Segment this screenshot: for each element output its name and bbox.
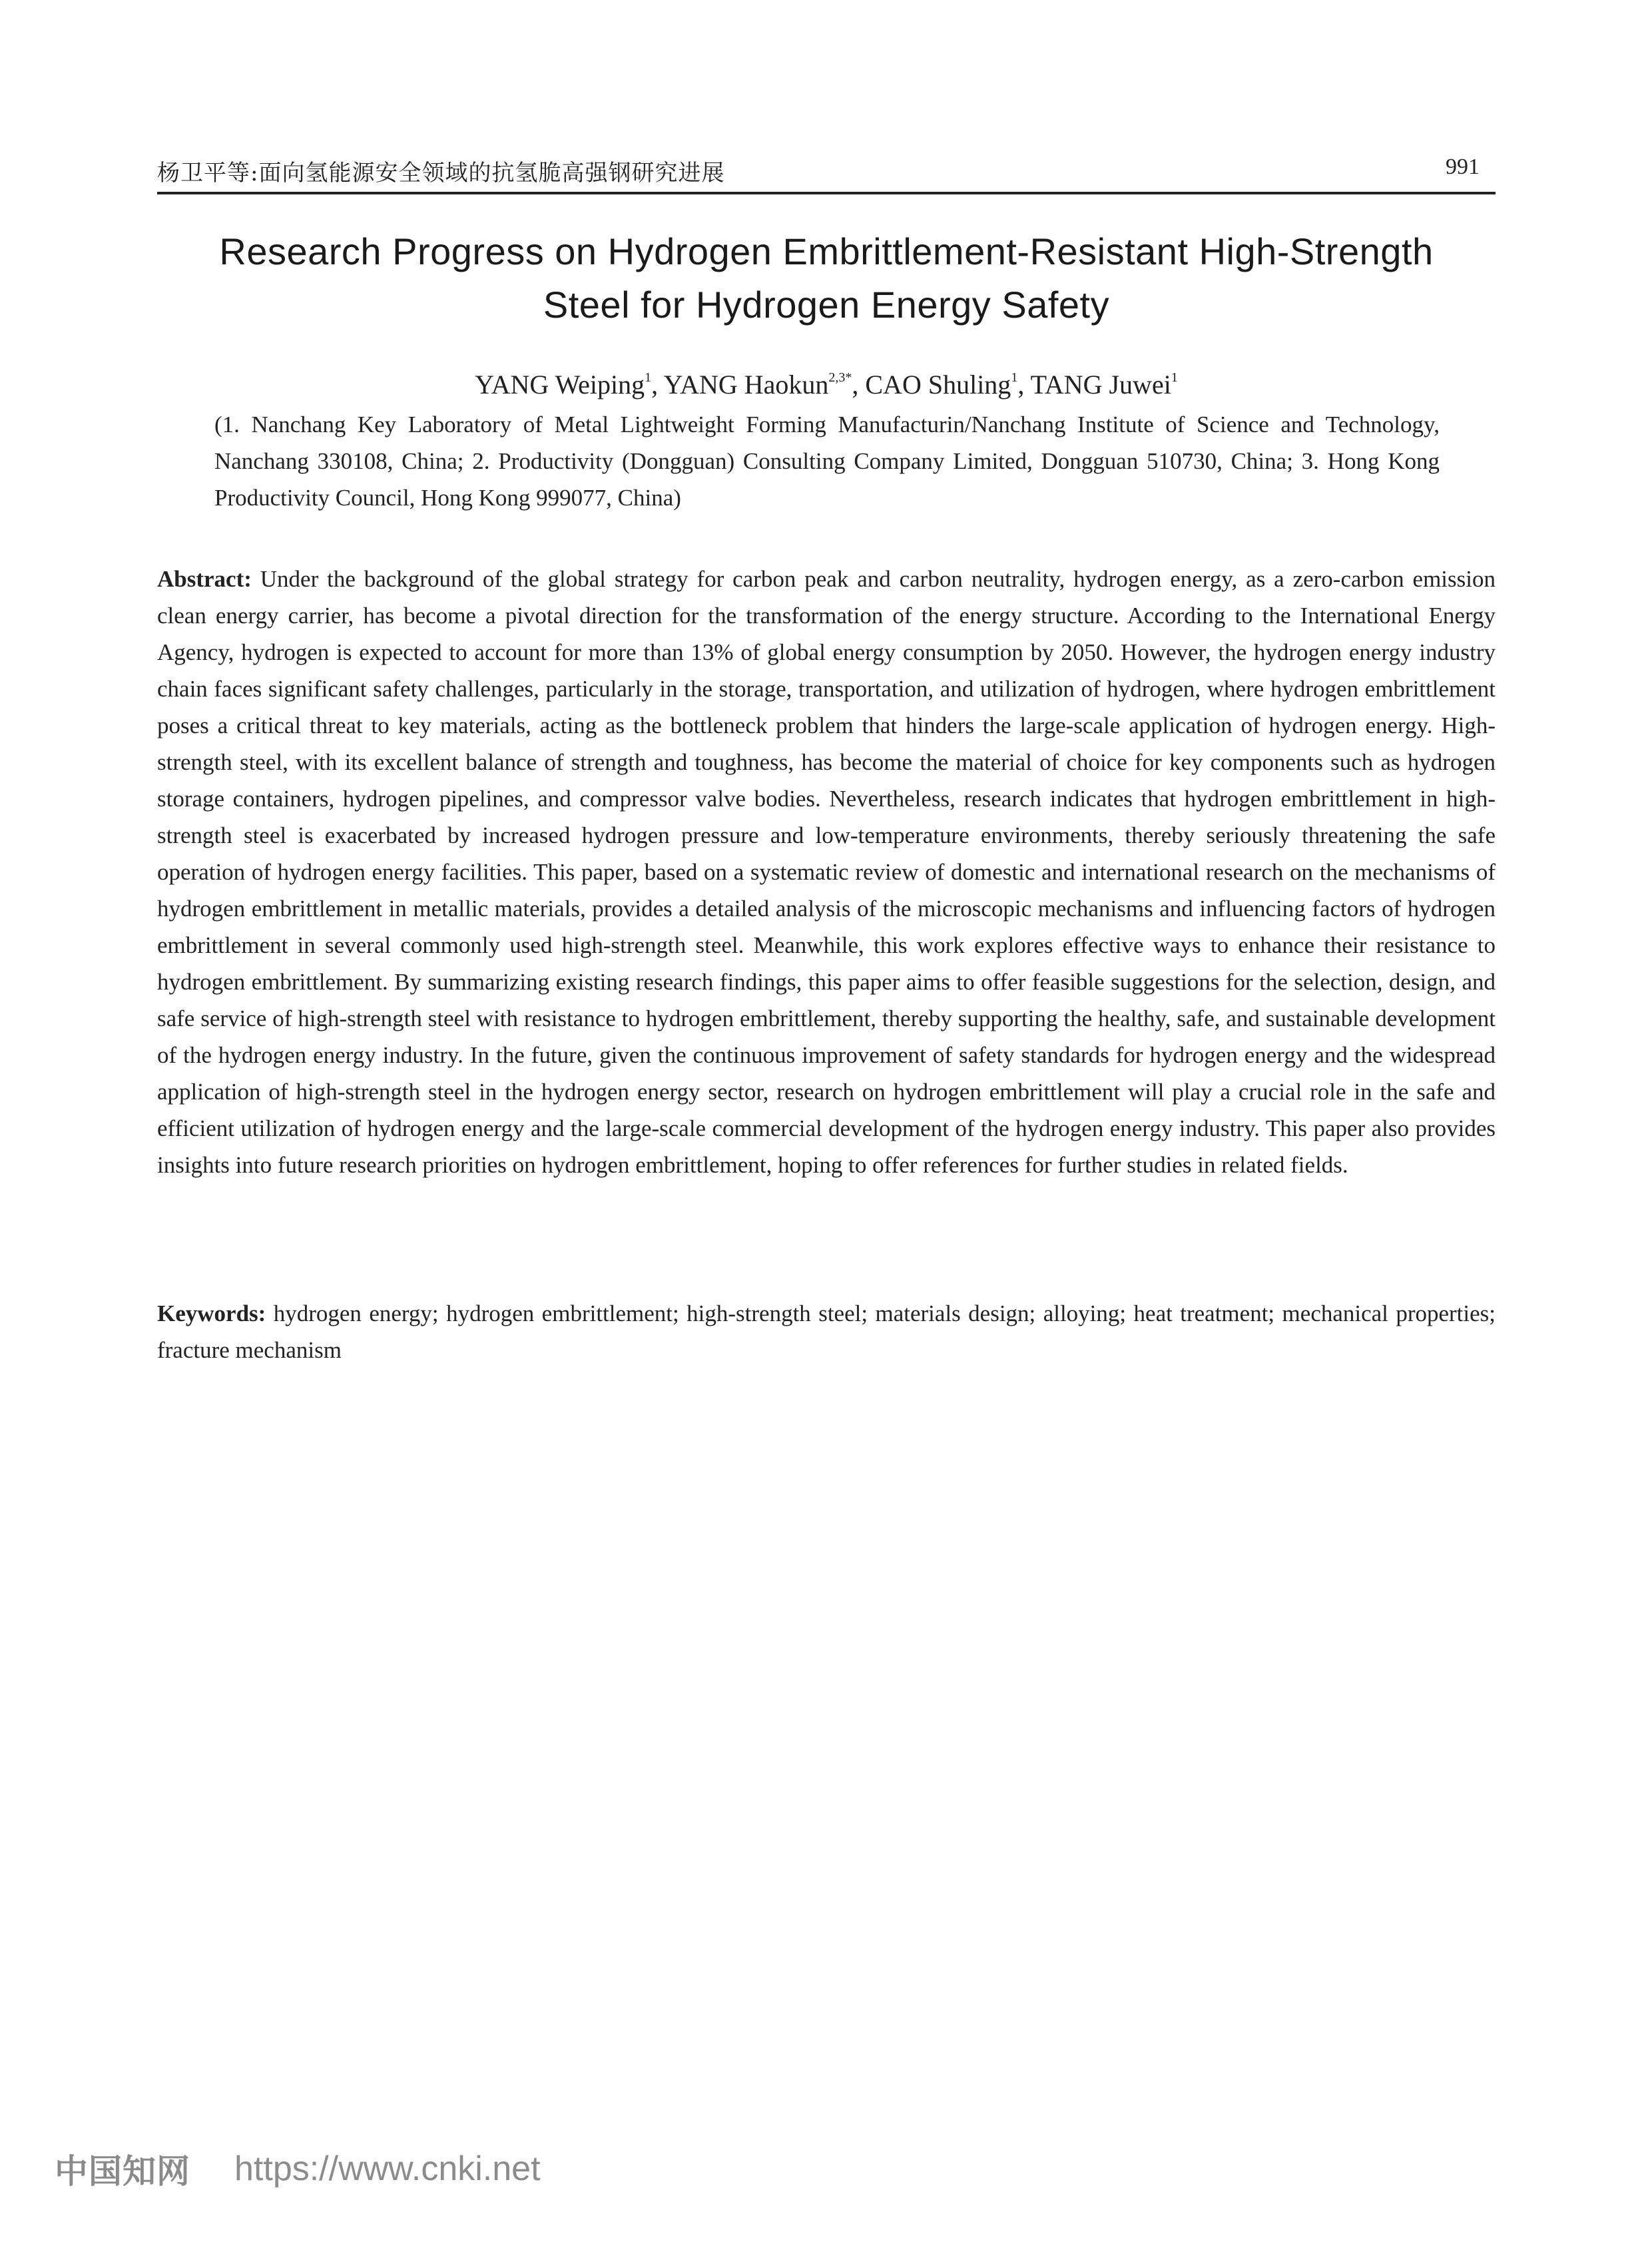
author-name: TANG Juwei (1030, 370, 1171, 400)
keywords-text: hydrogen energy; hydrogen embrittlement; high-strength steel; materials design; alloying; heat treatment; mechanical properties; fracture mechanism (157, 1300, 1496, 1363)
author-name: YANG Weiping (475, 370, 645, 400)
affiliations: (1. Nanchang Key Laboratory of Metal Lightweight Forming Manufacturin/Nanchang Institute of Science and Technology, Nanchang 330108, China; 2. Productivity (Dongguan) Consulting Company Limited, Dongguan 510730, China; 3. Hong Kong Productivity Council, Hong Kong 999077, China) (214, 412, 1440, 511)
article-title (157, 225, 1496, 332)
author-affiliation-mark: 1 (1171, 370, 1178, 385)
running-title: 杨卫平等:面向氢能源安全领域的抗氢脆高强钢研究进展 (157, 160, 725, 186)
author-name: CAO Shuling (865, 370, 1011, 400)
article-title-line-2: Steel for Hydrogen Energy Safety (543, 284, 1110, 326)
author-affiliation-mark: 1 (645, 370, 652, 385)
keywords (157, 1295, 1496, 1368)
cnki-logo: 中国知网 (55, 2152, 190, 2191)
abstract-label: Abstract: (157, 566, 252, 592)
page-number: 991 (1446, 154, 1480, 179)
abstract-text: Under the background of the global strategy for carbon peak and carbon neutrality, hydrogen energy, as a zero-carbon emission clean energy carrier, has become a pivotal direction for the transformation of the energy structure. According to the International Energy Agency, hydrogen is expected to account for more than 13% of global energy consumption by 2050. However, the hydrogen energy industry chain faces significant safety challenges, particularly in the storage, transportation, and utilization of hydrogen, where hydrogen embrittlement poses a critical threat to key materials, acting as the bottleneck problem that hinders the large-scale application of hydrogen energy. High-strength steel, with its excellent balance of strength and toughness, has become the material of choice for key components such as hydrogen storage containers, hydrogen pipelines, and compressor valve bodies. Nevertheless, research indicates that hydrogen embrittlement in high-strength steel is exacerbated by increased hydrogen pressure and low-temperature environments, thereby seriously threatening the safe operation of hydrogen energy facilities. This paper, based on a systematic review of domestic and international research on the mechanisms of hydrogen embrittlement in metallic materials, provides a detailed analysis of the microscopic mechanisms and influencing factors of hydrogen embrittlement in several commonly used high-strength steel. Meanwhile, this work explores effective ways to enhance their resistance to hydrogen embrittlement. By summarizing existing research findings, this paper aims to offer feasible suggestions for the selection, design, and safe service of high-strength steel with resistance to hydrogen embrittlement, thereby supporting the healthy, safe, and sustainable development of the hydrogen energy industry. In the future, given the continuous improvement of safety standards for hydrogen energy and the widespread application of high-strength steel in the hydrogen energy sector, research on hydrogen embrittlement will play a crucial role in the safe and efficient utilization of hydrogen energy and the large-scale commercial development of the hydrogen energy industry. This paper also provides insights into future research priorities on hydrogen embrittlement, hoping to offer references for further studies in related fields. (157, 566, 1496, 1178)
article-title-line-1: Research Progress on Hydrogen Embrittlement-Resistant High-Strength (219, 230, 1434, 272)
author-name: YANG Haokun (663, 370, 829, 400)
keywords-label: Keywords: (157, 1300, 266, 1326)
page-header (157, 152, 1496, 194)
author-affiliation-mark: 2,3* (828, 370, 852, 385)
cnki-url: https://www.cnki.net (234, 2149, 541, 2188)
cnki-watermark (55, 2145, 541, 2192)
author-list: YANG Weiping$^1$, YANG Haokun$^{2,3*}$, CAO Shuling$^1$, TANG Juwei$^1$ (475, 370, 1178, 400)
abstract (157, 561, 1496, 1183)
author-affiliation-mark: 1 (1011, 370, 1018, 385)
